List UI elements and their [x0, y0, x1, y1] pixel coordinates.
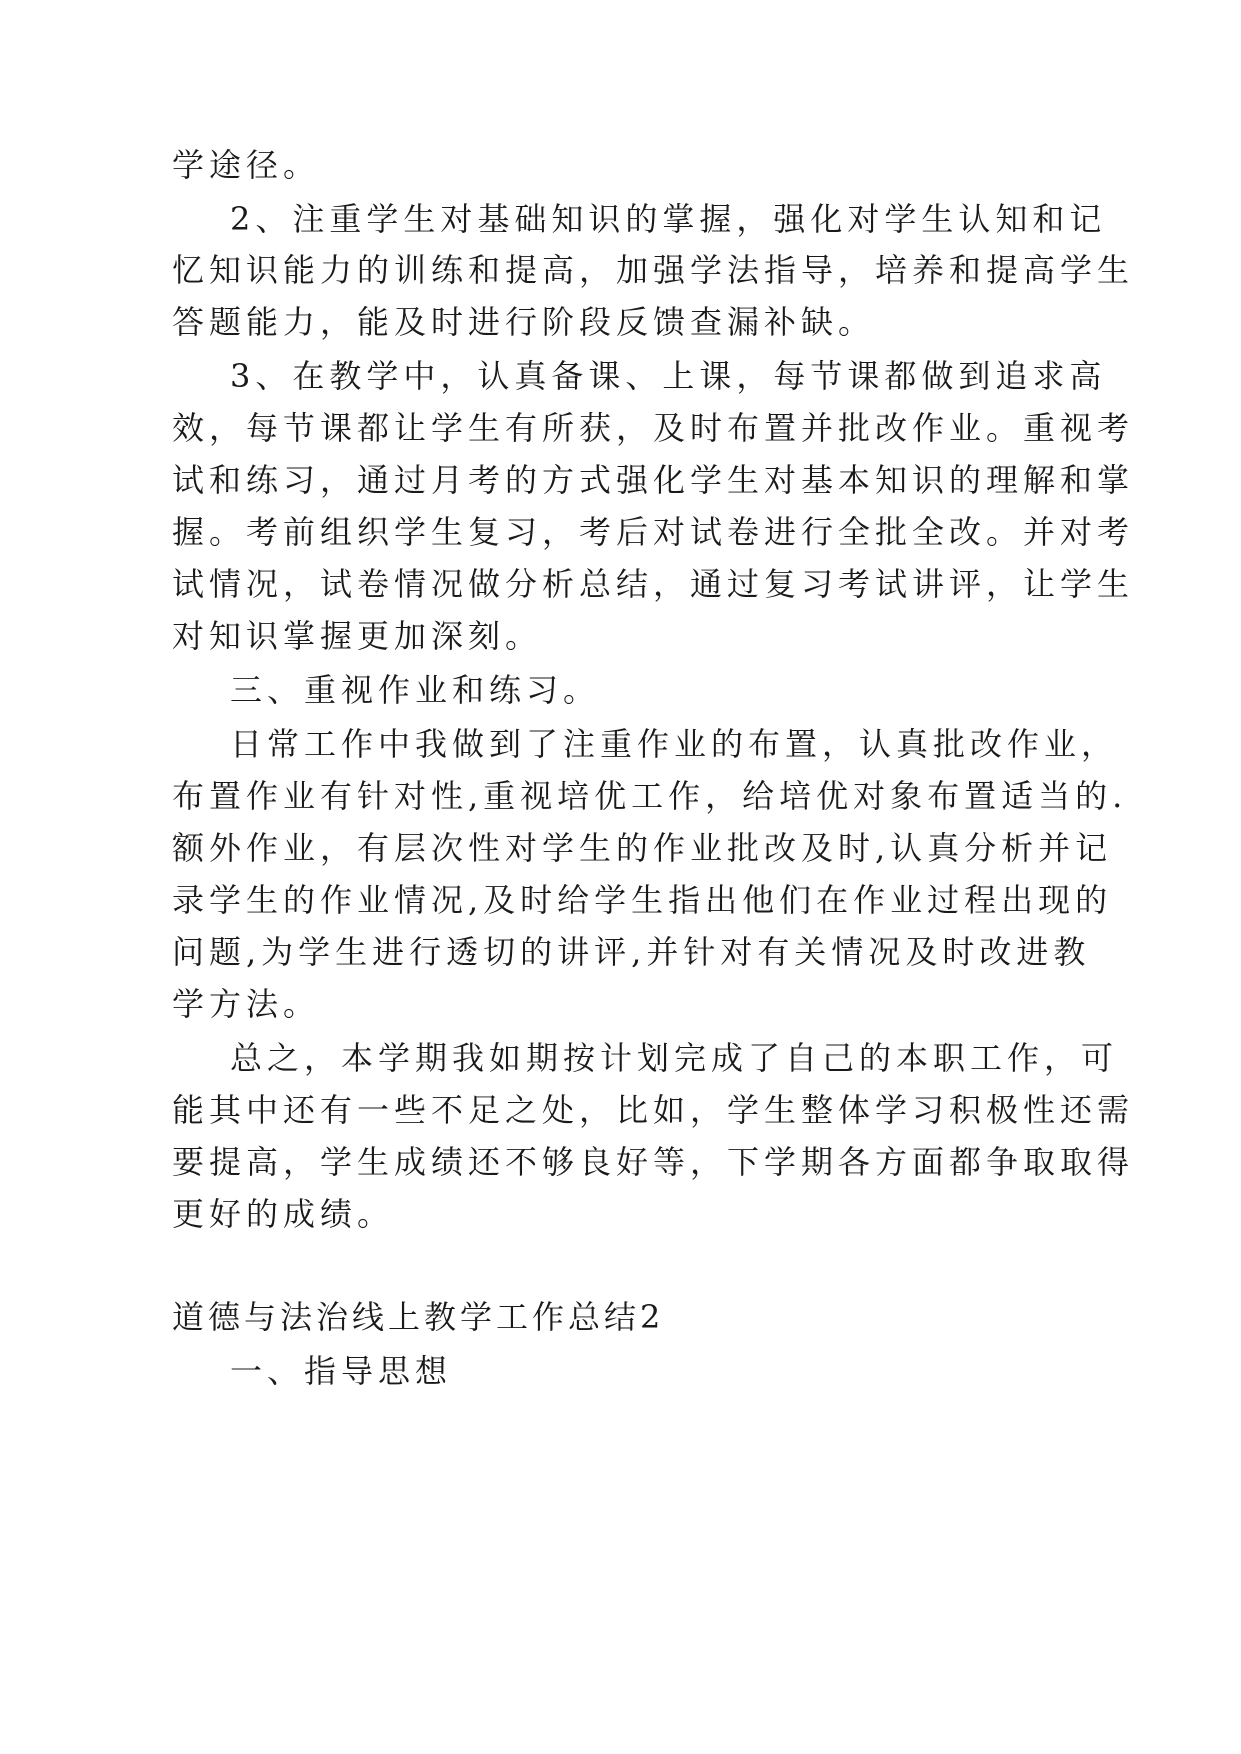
section-heading: 三、重视作业和练习。	[230, 671, 601, 709]
paragraph-line: 能其中还有一些不足之处，比如，学生整体学习积极性还需	[172, 1091, 1135, 1129]
paragraph-line: 试情况，试卷情况做分析总结，通过复习考试讲评，让学生	[172, 565, 1135, 603]
paragraph-line: 日常工作中我做到了注重作业的布置，认真批改作业，	[230, 725, 1119, 763]
paragraph-line: 布置作业有针对性,重视培优工作，给培优对象布置适当的.	[172, 777, 1128, 815]
paragraph-line: 试和练习，通过月考的方式强化学生对基本知识的理解和掌	[172, 461, 1135, 499]
paragraph-line: 对知识掌握更加深刻。	[172, 617, 543, 655]
paragraph-line: 总之，本学期我如期按计划完成了自己的本职工作，可	[230, 1039, 1119, 1077]
paragraph-line: 录学生的作业情况,及时给学生指出他们在作业过程出现的	[172, 881, 1113, 919]
paragraph-line: 2、注重学生对基础知识的掌握，强化对学生认知和记	[230, 200, 1107, 238]
paragraph-line: 答题能力，能及时进行阶段反馈查漏补缺。	[172, 303, 876, 341]
paragraph-line: 忆知识能力的训练和提高，加强学法指导，培养和提高学生	[172, 251, 1135, 289]
paragraph-line: 效，每节课都让学生有所获，及时布置并批改作业。重视考	[172, 409, 1135, 447]
section-heading: 一、指导思想	[230, 1352, 453, 1390]
document-title: 道德与法治线上教学工作总结2	[172, 1298, 665, 1336]
paragraph-line: 学途径。	[172, 146, 321, 184]
paragraph-line: 要提高，学生成绩还不够良好等，下学期各方面都争取取得	[172, 1143, 1135, 1181]
paragraph-line: 更好的成绩。	[172, 1195, 395, 1233]
paragraph-line: 额外作业，有层次性对学生的作业批改及时,认真分析并记	[172, 829, 1113, 867]
paragraph-line: 学方法。	[172, 985, 321, 1023]
paragraph-line: 握。考前组织学生复习，考后对试卷进行全批全改。并对考	[172, 513, 1135, 551]
paragraph-line: 3、在教学中，认真备课、上课，每节课都做到追求高	[230, 357, 1107, 395]
paragraph-line: 问题,为学生进行透切的讲评,并针对有关情况及时改进教	[172, 933, 1091, 971]
